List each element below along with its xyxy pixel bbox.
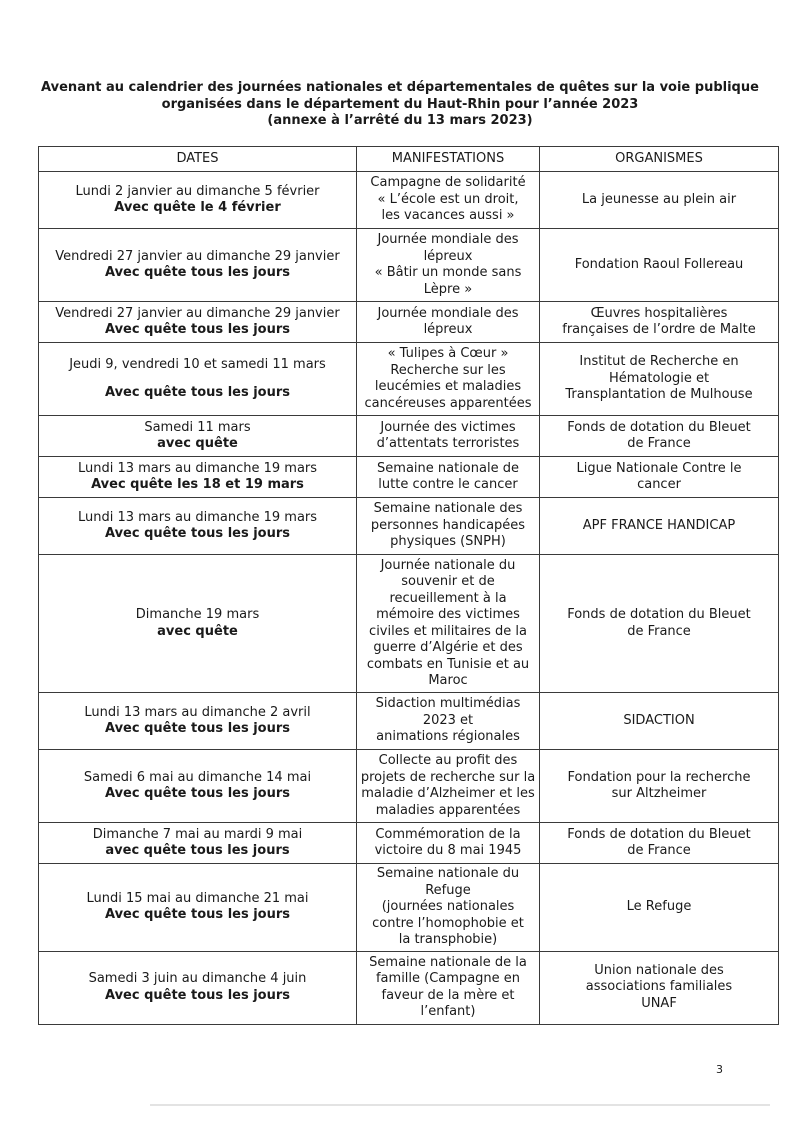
- manifestation-line: Semaine nationale de la: [369, 954, 527, 970]
- organisme-cell: [540, 457, 779, 498]
- organisme-cell: [540, 302, 779, 343]
- quete-note: Avec quête tous les jours: [104, 987, 291, 1003]
- date-range: Samedi 3 juin au dimanche 4 juin: [88, 971, 307, 986]
- organisme-line: associations familiales: [585, 979, 733, 995]
- organisme-cell: [540, 343, 779, 416]
- manifestation-line: civiles et militaires de la: [369, 623, 527, 639]
- quete-note: Avec quête tous les jours: [104, 526, 291, 541]
- manifestation-line: faveur de la mère et: [381, 987, 515, 1003]
- dates-cell: [39, 498, 357, 555]
- organisme-cell: [540, 229, 779, 302]
- document-title: [40, 80, 760, 130]
- quete-note: Avec quête tous les jours: [104, 786, 291, 801]
- date-range: Lundi 13 mars au dimanche 19 mars: [77, 509, 318, 525]
- title-line-3: (annexe à l’arrêté du 13 mars 2023): [267, 113, 533, 128]
- quete-note: Avec quête tous les jours: [104, 322, 291, 337]
- organisme-line: françaises de l’ordre de Malte: [562, 322, 756, 337]
- manifestation-line: la transphobie): [398, 932, 498, 947]
- table-header-row: [39, 147, 779, 172]
- manifestation-cell: [357, 172, 540, 229]
- manifestation-line: maladie d’Alzheimer et les: [361, 786, 535, 801]
- page-number: 3: [716, 1063, 723, 1076]
- organisme-cell: [540, 750, 779, 823]
- manifestation-line: Maroc: [428, 673, 468, 688]
- manifestation-line: projets de recherche sur la: [360, 769, 536, 785]
- organisme-cell: [540, 823, 779, 864]
- header-organismes: ORGANISMES: [540, 147, 779, 172]
- dates-cell: [39, 951, 357, 1024]
- organisme-line: UNAF: [641, 995, 677, 1011]
- manifestation-line: Semaine nationale de: [377, 460, 519, 476]
- manifestation-line: Journée mondiale des: [377, 305, 519, 321]
- date-range: Samedi 6 mai au dimanche 14 mai: [83, 769, 312, 785]
- dates-cell: [39, 823, 357, 864]
- organisme-cell: [540, 172, 779, 229]
- manifestation-line: les vacances aussi »: [381, 208, 515, 224]
- manifestation-cell: [357, 951, 540, 1024]
- manifestation-cell: [357, 555, 540, 693]
- dates-cell: [39, 172, 357, 229]
- manifestation-line: lépreux: [423, 248, 473, 264]
- table-row: [39, 343, 779, 416]
- quete-note: avec quête: [157, 436, 238, 451]
- table-row: [39, 750, 779, 823]
- organisme-line: sur Altzheimer: [611, 786, 707, 801]
- table-row: [39, 555, 779, 693]
- organisme-line: Fondation pour la recherche: [567, 769, 751, 785]
- table-row: [39, 864, 779, 952]
- manifestation-cell: [357, 693, 540, 750]
- organisme-line: de France: [627, 623, 691, 639]
- manifestation-cell: [357, 416, 540, 457]
- organisme-line: Le Refuge: [626, 899, 692, 914]
- organisme-line: Fonds de dotation du Bleuet: [567, 826, 751, 842]
- quete-note: Avec quête tous les jours: [104, 907, 291, 923]
- manifestation-line: Campagne de solidarité: [370, 175, 526, 191]
- scan-artifact-line: [150, 1104, 770, 1106]
- organisme-line: Union nationale des: [594, 962, 724, 978]
- manifestation-line: Journée des victimes: [380, 419, 516, 435]
- manifestation-line: Commémoration de la: [375, 826, 521, 842]
- quete-note: avec quête tous les jours: [105, 843, 290, 858]
- table-row: [39, 951, 779, 1024]
- table-row: [39, 457, 779, 498]
- quete-note: Avec quête le 4 février: [114, 200, 281, 215]
- dates-cell: [39, 555, 357, 693]
- manifestation-line: 2023 et: [422, 712, 474, 728]
- table-row: [39, 302, 779, 343]
- manifestation-line: Recherche sur les: [390, 362, 506, 378]
- manifestation-cell: [357, 302, 540, 343]
- manifestation-line: recueillement à la: [389, 590, 507, 606]
- organisme-line: Hématologie et: [608, 370, 710, 386]
- manifestation-line: Semaine nationale du: [376, 866, 520, 881]
- manifestation-line: mémoire des victimes: [376, 607, 520, 622]
- manifestation-line: maladies apparentées: [375, 802, 521, 818]
- manifestation-cell: [357, 457, 540, 498]
- dates-cell: [39, 302, 357, 343]
- organisme-line: SIDACTION: [623, 712, 695, 728]
- manifestation-cell: [357, 750, 540, 823]
- organisme-line: Transplantation de Mulhouse: [565, 387, 753, 403]
- manifestation-line: lépreux: [423, 322, 473, 337]
- spacer: [42, 373, 353, 385]
- dates-cell: [39, 416, 357, 457]
- manifestation-cell: [357, 229, 540, 302]
- calendar-body: [39, 172, 779, 1025]
- organisme-line: Œuvres hospitalières: [590, 305, 728, 321]
- manifestation-cell: [357, 498, 540, 555]
- dates-cell: [39, 457, 357, 498]
- date-range: Dimanche 7 mai au mardi 9 mai: [92, 826, 303, 842]
- manifestation-line: l’enfant): [420, 1004, 476, 1019]
- organisme-line: Ligue Nationale Contre le: [576, 460, 742, 476]
- date-range: Lundi 13 mars au dimanche 19 mars: [77, 460, 318, 476]
- organisme-line: Fonds de dotation du Bleuet: [567, 607, 751, 622]
- manifestation-line: souvenir et de: [401, 574, 495, 589]
- manifestation-line: Journée mondiale des: [377, 232, 519, 247]
- manifestation-line: « L’école est un droit,: [377, 191, 519, 207]
- manifestation-line: Semaine nationale des: [373, 501, 523, 517]
- date-range: Lundi 15 mai au dimanche 21 mai: [86, 890, 309, 906]
- organisme-line: de France: [627, 436, 691, 451]
- dates-cell: [39, 864, 357, 952]
- date-range: Vendredi 27 janvier au dimanche 29 janvier: [55, 305, 340, 321]
- manifestation-line: personnes handicapées: [370, 517, 526, 533]
- manifestation-line: Journée nationale du: [380, 557, 516, 573]
- quete-note: Avec quête tous les jours: [104, 265, 291, 280]
- table-row: [39, 172, 779, 229]
- header-dates: DATES: [39, 147, 357, 172]
- manifestation-line: guerre d’Algérie et des: [373, 640, 523, 655]
- manifestation-line: victoire du 8 mai 1945: [374, 843, 522, 858]
- manifestation-line: (journées nationales: [381, 899, 515, 914]
- manifestation-line: contre l’homophobie et: [372, 915, 524, 931]
- organisme-cell: [540, 498, 779, 555]
- organisme-cell: [540, 555, 779, 693]
- manifestation-line: lutte contre le cancer: [378, 477, 518, 492]
- table-row: [39, 416, 779, 457]
- manifestation-line: Lèpre »: [423, 281, 473, 297]
- manifestation-line: cancéreuses apparentées: [364, 395, 532, 411]
- organisme-line: Fondation Raoul Follereau: [574, 256, 744, 272]
- organisme-line: La jeunesse au plein air: [581, 191, 737, 207]
- dates-cell: [39, 693, 357, 750]
- organisme-line: de France: [627, 843, 691, 858]
- organisme-cell: [540, 416, 779, 457]
- date-range: Lundi 13 mars au dimanche 2 avril: [84, 704, 311, 720]
- manifestation-line: animations régionales: [376, 729, 520, 745]
- table-row: [39, 229, 779, 302]
- date-range: Samedi 11 mars: [144, 419, 251, 435]
- manifestation-line: Sidaction multimédias: [375, 696, 521, 712]
- manifestation-cell: [357, 823, 540, 864]
- date-range: Vendredi 27 janvier au dimanche 29 janvier: [55, 248, 340, 264]
- manifestation-cell: [357, 343, 540, 416]
- manifestation-line: « Bâtir un monde sans: [374, 265, 522, 280]
- manifestation-cell: [357, 864, 540, 952]
- manifestation-line: combats en Tunisie et au: [366, 656, 530, 672]
- manifestation-line: Collecte au profit des: [378, 753, 518, 768]
- dates-cell: [39, 750, 357, 823]
- table-row: [39, 823, 779, 864]
- table-row: [39, 498, 779, 555]
- quete-note: Avec quête les 18 et 19 mars: [91, 477, 304, 492]
- date-range: Dimanche 19 mars: [135, 607, 260, 622]
- quete-note: avec quête: [157, 623, 238, 639]
- organisme-line: Institut de Recherche en: [579, 354, 739, 370]
- quete-note: Avec quête tous les jours: [104, 385, 291, 400]
- manifestation-line: famille (Campagne en: [375, 971, 521, 986]
- manifestation-line: Refuge: [425, 882, 471, 898]
- date-range: Jeudi 9, vendredi 10 et samedi 11 mars: [69, 356, 326, 372]
- manifestation-line: leucémies et maladies: [374, 379, 522, 394]
- manifestation-line: physiques (SNPH): [390, 534, 506, 550]
- table-row: [39, 693, 779, 750]
- calendar-table: [38, 146, 779, 1025]
- organisme-line: Fonds de dotation du Bleuet: [567, 419, 751, 435]
- organisme-cell: [540, 951, 779, 1024]
- date-range: Lundi 2 janvier au dimanche 5 février: [75, 183, 320, 199]
- header-manifestations: MANIFESTATIONS: [357, 147, 540, 172]
- title-line-1: Avenant au calendrier des journées nationales et départementales de quêtes sur la voie publique: [41, 80, 759, 95]
- organisme-cell: [540, 864, 779, 952]
- organisme-line: APF FRANCE HANDICAP: [582, 517, 736, 533]
- organisme-line: cancer: [637, 477, 681, 492]
- manifestation-line: d’attentats terroristes: [376, 436, 520, 451]
- manifestation-line: « Tulipes à Cœur »: [387, 346, 509, 361]
- organisme-cell: [540, 693, 779, 750]
- title-line-2: organisées dans le département du Haut-Rhin pour l’année 2023: [161, 96, 639, 112]
- dates-cell: [39, 343, 357, 416]
- quete-note: Avec quête tous les jours: [104, 721, 291, 736]
- dates-cell: [39, 229, 357, 302]
